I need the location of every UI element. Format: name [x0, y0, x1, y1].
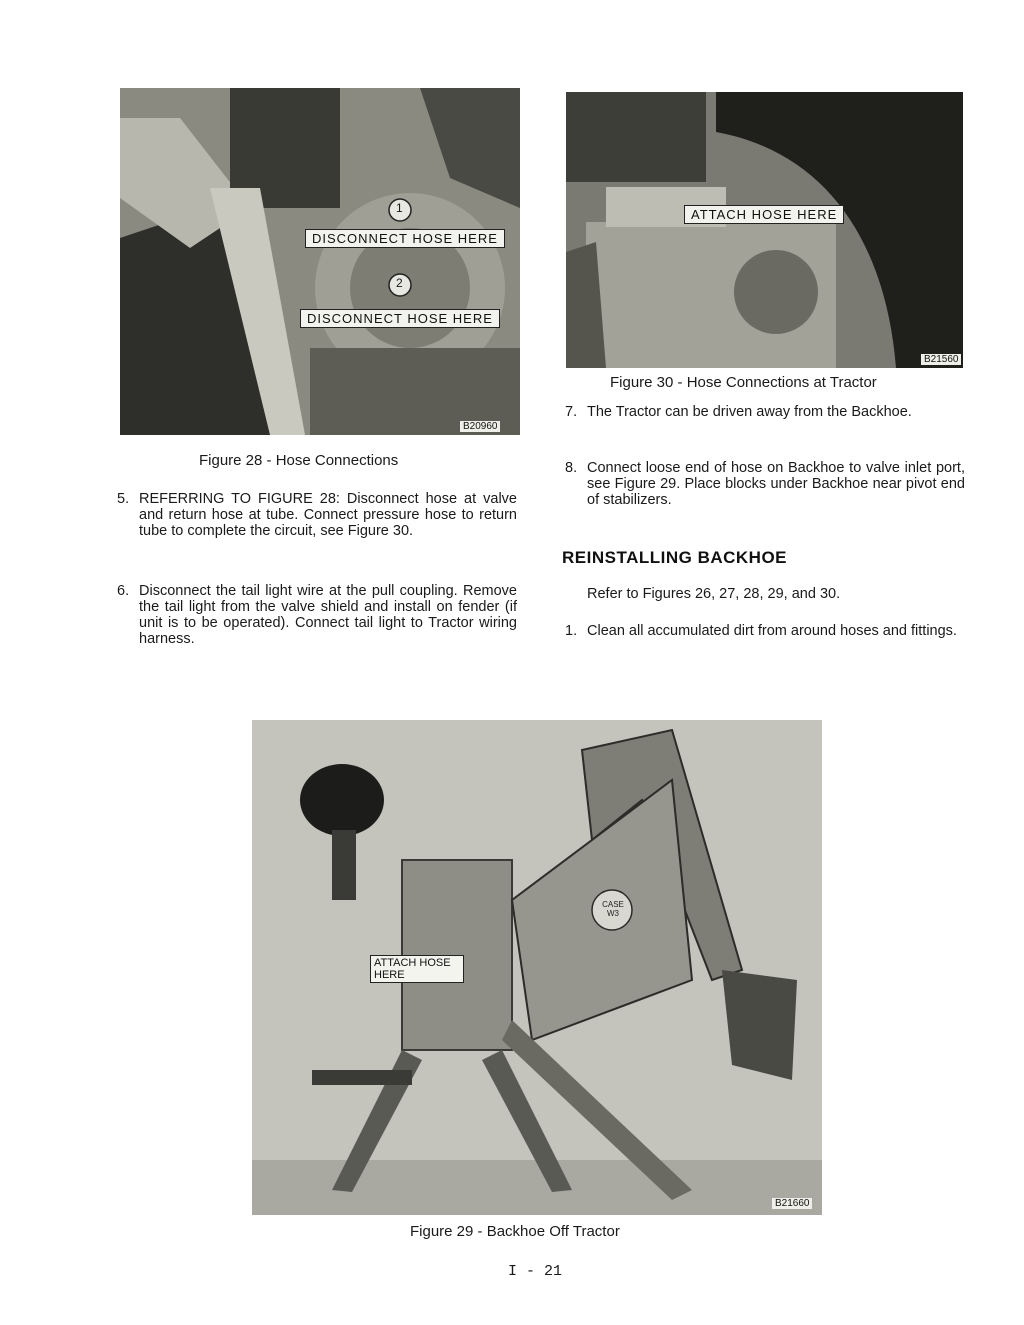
figure-30-code: B21560: [921, 354, 961, 365]
figure-29-caption: Figure 29 - Backhoe Off Tractor: [410, 1223, 620, 1240]
figure-30-callout: ATTACH HOSE HERE: [684, 205, 844, 224]
step-7-number: 7.: [565, 404, 578, 420]
reinstall-step-1-text: Clean all accumulated dirt from around hoses and fittings.: [587, 623, 957, 639]
step-7: [565, 404, 965, 420]
step-6-text: Disconnect the tail light wire at the pull coupling. Remove the tail light from the valve shield and install on fender (if unit is to be operated). Connect tail light to Tractor wiring harness.: [139, 583, 517, 647]
figure-28-drawing: [120, 88, 520, 435]
figure-30-drawing: [566, 92, 963, 368]
reinstall-step-1-number: 1.: [565, 623, 578, 639]
step-6: [117, 583, 517, 647]
step-7-text: The Tractor can be driven away from the Backhoe.: [587, 404, 912, 420]
figure-29-callout: ATTACH HOSE HERE: [370, 955, 464, 983]
page-number: I - 21: [508, 1263, 563, 1280]
step-5-number: 5.: [117, 491, 130, 507]
step-5-text: REFERRING TO FIGURE 28: Disconnect hose at valve and return hose at tube. Connect pressure hose to return tube to complete the circuit, see Figure 30.: [139, 491, 517, 539]
figure-29-drawing: [252, 720, 822, 1215]
marker-1: 1: [396, 201, 403, 215]
figure-28-photo: [120, 88, 520, 435]
step-8-text: Connect loose end of hose on Backhoe to valve inlet port, see Figure 29. Place blocks under Backhoe near pivot end of stabilizers.: [587, 460, 965, 508]
figure-29-photo: [252, 720, 822, 1215]
marker-2: 2: [396, 276, 403, 290]
reinstall-step-1: [565, 623, 965, 639]
figure-30-caption: Figure 30 - Hose Connections at Tractor: [610, 374, 877, 391]
figure-28-callout-1: DISCONNECT HOSE HERE: [305, 229, 505, 248]
step-8: [565, 460, 965, 508]
figure-28-caption: Figure 28 - Hose Connections: [199, 452, 399, 469]
figure-28-code: B20960: [460, 421, 500, 432]
figure-29-code: B21660: [772, 1198, 812, 1209]
figure-29-badge: CASE W3: [602, 900, 624, 918]
step-8-number: 8.: [565, 460, 578, 476]
section-heading: REINSTALLING BACKHOE: [562, 548, 788, 567]
figure-30-photo: [566, 92, 963, 368]
section-intro: Refer to Figures 26, 27, 28, 29, and 30.: [587, 586, 841, 602]
step-5: [117, 491, 517, 539]
figure-28-callout-2: DISCONNECT HOSE HERE: [300, 309, 500, 328]
step-6-number: 6.: [117, 583, 130, 599]
